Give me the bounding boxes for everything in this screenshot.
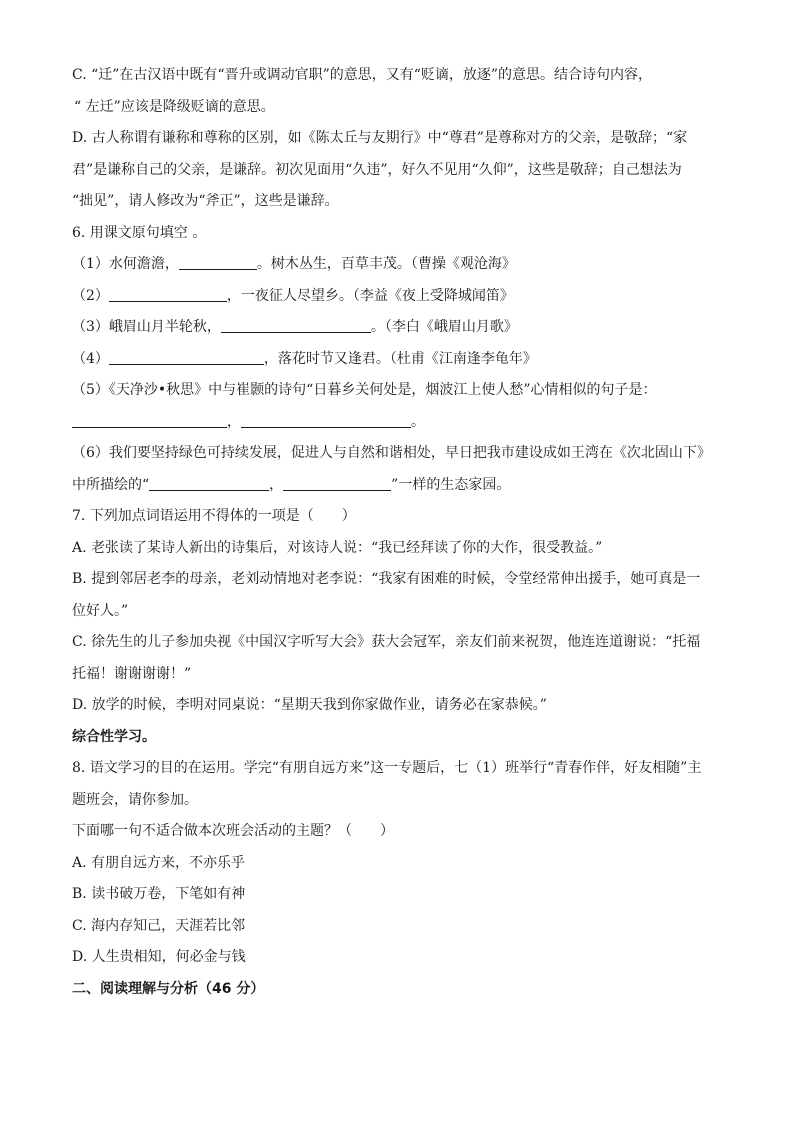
q6-item-4-pre: （4） [72,350,109,367]
q6-item-1-pre: （1）水何澹澹， [72,256,179,272]
section-heading-2: 二、阅读理解与分析（46 分） [72,980,265,997]
q8-stem: 下面哪一句不适合做本次班会活动的主题？（ ） [72,823,394,839]
q6-item-3 [72,312,722,344]
q8-option-b: B. 读书破万卷，下笔如有神 [72,886,246,902]
answer-blank[interactable] [109,287,227,302]
q6-item-3-pre: （3）峨眉山月半轮秋， [72,319,221,335]
q6-item-5-end: 。 [411,413,425,430]
q8-option-d: D. 人生贵相知，何必金与钱 [72,949,246,965]
answer-blank[interactable] [241,413,411,428]
q6-item-6-mid: ， [269,476,284,493]
q6-item-2-post: ，一夜征人尽望乡。（李益《夜上受降城闻笛》 [226,287,514,304]
q5-option-d-line1: D. 古人称谓有谦称和尊称的区别，如《陈太丘与友期行》中“尊君”是尊称对方的父亲，是敬辞；“家 [72,130,688,146]
q7-option-b-line1: B. 提到邻居老李的母亲，老刘动情地对老李说：“我家有困难的时候，令堂经常伸出援手，她可真是一 [72,571,701,587]
q7-stem: 7. 下列加点词语运用不得体的一项是（ ） [72,508,356,524]
q8-line2: 题班会，请你参加。 [72,791,198,808]
q6-item-2 [72,281,722,313]
q6-item-4 [72,344,722,376]
q6-item-6-post: ”一样的生态家园。 [391,476,511,493]
answer-blank[interactable] [179,255,257,270]
answer-blank[interactable] [149,476,269,491]
q5-option-c-line2: “ 左迁”应该是降级贬谪的意思。 [74,98,275,115]
q7-option-d: D. 放学的时候，李明对同桌说：“星期天我到你家做作业，请务必在家恭候。” [72,697,547,713]
q6-item-6-pre: 中所描绘的“ [72,476,150,493]
q8-option-a: A. 有朋自远方来，不亦乐乎 [72,854,246,871]
q6-item-6-line2 [72,470,722,502]
q6-item-2-pre: （2） [72,287,109,304]
exam-page [72,60,722,1005]
q6-item-4-post: ，落花时节又逢君。（杜甫《江南逢李龟年》 [263,350,537,367]
q6-item-5-mid: ， [227,413,241,430]
q6-stem: 6. 用课文原句填空 。 [72,224,207,241]
answer-blank[interactable] [72,413,227,428]
q8-line1: 8. 语文学习的目的在运用。学完“有朋自远方来”这一专题后，七（1）班举行“青春作伴，好友相随”主 [72,760,702,776]
answer-blank[interactable] [283,476,391,491]
q5-option-c-line1: C. “迁”在古汉语中既有“晋升或调动官职”的意思，又有“贬谪，放逐”的意思。结合诗句内容， [72,67,653,83]
section-heading-zonghe: 综合性学习。 [72,728,156,745]
q5-option-d-line3: “拙见”，请人修改为“斧正”，这些是谦辞。 [72,193,339,209]
q7-option-c-line1: C. 徐先生的儿子参加央视《中国汉字听写大会》获大会冠军，亲友们前来祝贺，他连连道谢说：“托福 [72,634,701,650]
q6-item-1-post: 。树木丛生，百草丰茂。（曹操《观沧海》 [256,256,516,272]
q5-option-d-line2: 君”是谦称自己的父亲，是谦辞。初次见面用“久违”，好久不见用“久仰”，这些是敬辞；自己想法为 [72,161,682,178]
q8-option-c: C. 海内存知己，天涯若比邻 [72,917,246,934]
answer-blank[interactable] [109,350,264,365]
q7-option-c-line2: 托福！谢谢谢谢！” [72,665,192,682]
q6-item-6-line1: （6）我们要坚持绿色可持续发展，促进人与自然和谐相处，早日把我市建设成如王湾在《次北固山下》 [72,445,711,461]
q7-option-b-line2: 位好人。” [72,602,129,619]
q6-item-5-line2 [72,407,722,439]
q6-item-1 [72,249,722,281]
answer-blank[interactable] [221,318,371,333]
q7-option-a: A. 老张读了某诗人新出的诗集后，对该诗人说：“我已经拜读了你的大作，很受教益。” [72,539,603,556]
q6-item-5-line1: （5）《天净沙•秋思》中与崔颢的诗句“日暮乡关何处是，烟波江上使人愁”心情相似的句子是： [72,382,657,398]
q6-item-3-post: 。（李白《峨眉山月歌》 [370,319,518,335]
